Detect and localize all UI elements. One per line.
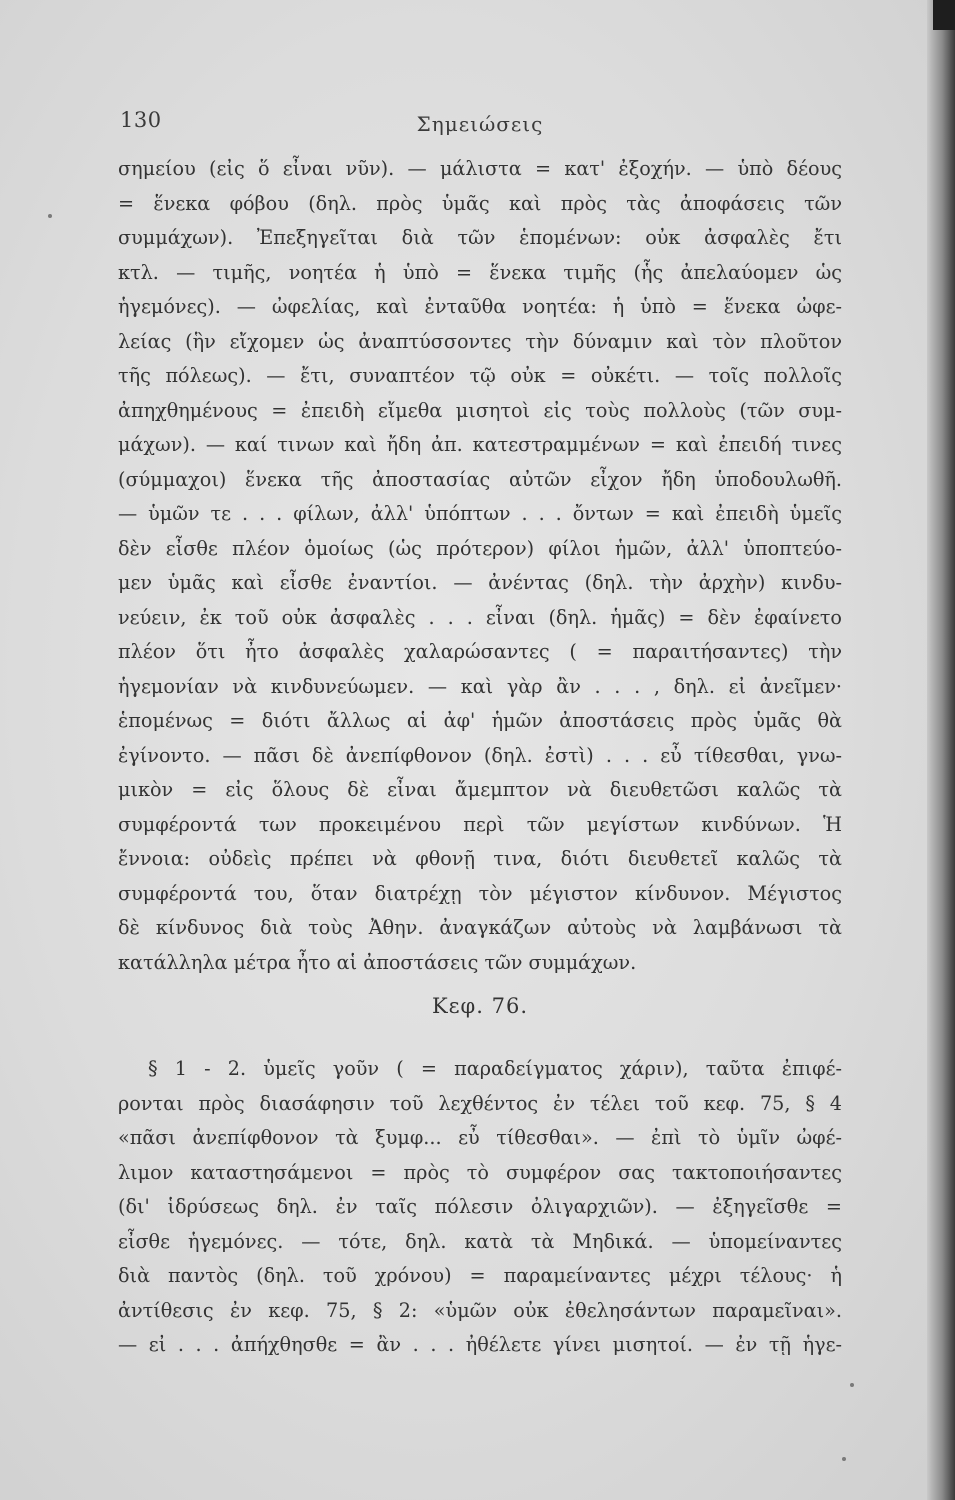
text-line: (δι' ἱδρύσεως δηλ. ἐν ταῖς πόλεσιν ὀλιγαρχιῶν). — ἐξηγεῖσθε = <box>118 1195 842 1218</box>
text-line: διὰ παντὸς (δηλ. τοῦ χρόνου) = παραμείναντες μέχρι τέλους· ἡ <box>118 1264 842 1287</box>
text-line: κτλ. — τιμῆς, νοητέα ἡ ὑπὸ = ἕνεκα τιμῆς (ἧς ἀπελαύομεν ὡς <box>118 260 842 284</box>
text-line: ἔννοια: οὐδεὶς πρέπει νὰ φθονῇ τινα, διότι διευθετεῖ καλῶς τὰ <box>118 847 842 870</box>
text-line: ἐγίνοντο. — πᾶσι δὲ ἀνεπίφθονον (δηλ. ἐστὶ) . . . εὖ τίθεσθαι, γνω- <box>118 743 842 767</box>
text-line: δὲν εἶσθε πλέον ὁμοίως (ὡς πρότερον) φίλοι ἡμῶν, ἀλλ' ὑποπτεύο- <box>118 536 842 560</box>
text-line: συμφέροντά των προκειμένου περὶ τῶν μεγίστων κινδύνων. Ἡ <box>118 812 842 836</box>
text-line: ἀντίθεσις ἐν κεφ. 75, § 2: «ὑμῶν οὐκ ἐθελησάντων παραμεῖναι». <box>118 1298 842 1322</box>
text-line: σημείου (εἰς ὅ εἶναι νῦν). — μάλιστα = κατ' ἐξοχήν. — ὑπὸ δέους <box>118 157 842 180</box>
text-line: νεύειν, ἐκ τοῦ οὐκ ἀσφαλὲς . . . εἶναι (δηλ. ἡμᾶς) = δὲν ἐφαίνετο <box>118 605 842 629</box>
text-line: μεν ὑμᾶς καὶ εἶσθε ἐναντίοι. — ἀνέντας (δηλ. τὴν ἀρχὴν) κινδυ- <box>118 571 842 594</box>
page-header <box>120 108 840 148</box>
commentary-block-two <box>118 1052 842 1363</box>
text-line: ἀπηχθημένους = ἐπειδὴ εἴμεθα μισητοὶ εἰς τοὺς πολλοὺς (τῶν συμ- <box>118 398 842 422</box>
chapter-heading: Κεφ. 76. <box>431 994 529 1018</box>
page-edge-shadow <box>927 0 955 1500</box>
text-line: = ἕνεκα φόβου (δηλ. πρὸς ὑμᾶς καὶ πρὸς τὰς ἀποφάσεις τῶν <box>118 191 842 215</box>
text-line: δὲ κίνδυνος διὰ τοὺς Ἀθην. ἀναγκάζων αὐτοὺς νὰ λαμβάνωσι τὰ <box>118 916 842 939</box>
text-line: — ὑμῶν τε . . . φίλων, ἀλλ' ὑπόπτων . . . ὄντων = καὶ ἐπειδὴ ὑμεῖς <box>118 502 842 525</box>
text-line: «πᾶσι ἀνεπίφθονον τὰ ξυμφ... εὖ τίθεσθαι». — ἐπὶ τὸ ὑμῖν ὠφέ- <box>118 1126 842 1149</box>
text-line: μικὸν = εἰς ὅλους δὲ εἶναι ἄμεμπτον νὰ διευθετῶσι καλῶς τὰ <box>118 778 842 801</box>
text-line: μάχων). — καί τινων καὶ ἤδη ἀπ. κατεστραμμένων = καὶ ἐπειδή τινες <box>118 433 842 456</box>
text-line: ἡγεμόνες). — ὠφελίας, καὶ ἐνταῦθα νοητέα: ἡ ὑπὸ = ἕνεκα ὠφε- <box>118 295 842 318</box>
scan-speck <box>48 214 52 218</box>
text-line: κατάλληλα μέτρα ἦτο αἱ ἀποστάσεις τῶν συμμάχων. <box>118 950 637 974</box>
text-line: πλέον ὅτι ἦτο ἀσφαλὲς χαλαρώσαντες ( = παραιτήσαντες) τὴν <box>118 640 842 663</box>
running-title: Σημειώσεις <box>416 112 544 136</box>
text-line: ρονται πρὸς διασάφησιν τοῦ λεχθέντος ἐν τέλει τοῦ κεφ. 75, § 4 <box>118 1091 842 1115</box>
text-line: ἑπομένως = διότι ἄλλως αἱ ἀφ' ἡμῶν ἀποστάσεις πρὸς ὑμᾶς θὰ <box>118 709 842 732</box>
text-line: § 1 - 2. ὑμεῖς γοῦν ( = παραδείγματος χάριν), ταῦτα ἐπιφέ- <box>148 1057 842 1080</box>
text-line: τῆς πόλεως). — ἔτι, συναπτέον τῷ οὐκ = οὐκέτι. — τοῖς πολλοῖς <box>118 364 842 387</box>
text-line: εἶσθε ἡγεμόνες. — τότε, δηλ. κατὰ τὰ Μηδικά. — ὑπομείναντες <box>118 1229 842 1253</box>
text-line: ἡγεμονίαν νὰ κινδυνεύωμεν. — καὶ γὰρ ἂν . . . , δηλ. εἰ ἀνεῖμεν· <box>118 674 842 698</box>
scan-speck <box>842 1457 846 1461</box>
text-line: συμμάχων). Ἐπεξηγεῖται διὰ τῶν ἑπομένων: οὐκ ἀσφαλὲς ἔτι <box>118 226 842 249</box>
page-edge-corner <box>933 0 955 30</box>
text-line: λείας (ἣν εἴχομεν ὡς ἀναπτύσσοντες τὴν δύναμιν καὶ τὸν πλοῦτον <box>118 329 842 353</box>
text-line: συμφέροντά του, ὅταν διατρέχῃ τὸν μέγιστον κίνδυνον. Μέγιστος <box>118 881 842 905</box>
text-line: λιμον καταστησάμενοι = πρὸς τὸ συμφέρον σας τακτοποιήσαντες <box>118 1160 842 1184</box>
commentary-block-one <box>118 152 842 980</box>
text-line: (σύμμαχοι) ἕνεκα τῆς ἀποστασίας αὐτῶν εἶχον ἤδη ὑποδουλωθῆ. <box>118 467 842 491</box>
scan-speck <box>850 1383 854 1387</box>
text-line: — εἰ . . . ἀπήχθησθε = ἂν . . . ἠθέλετε γίνει μισητοί. — ἐν τῇ ἡγε- <box>118 1333 842 1356</box>
page-number: 130 <box>120 108 162 132</box>
